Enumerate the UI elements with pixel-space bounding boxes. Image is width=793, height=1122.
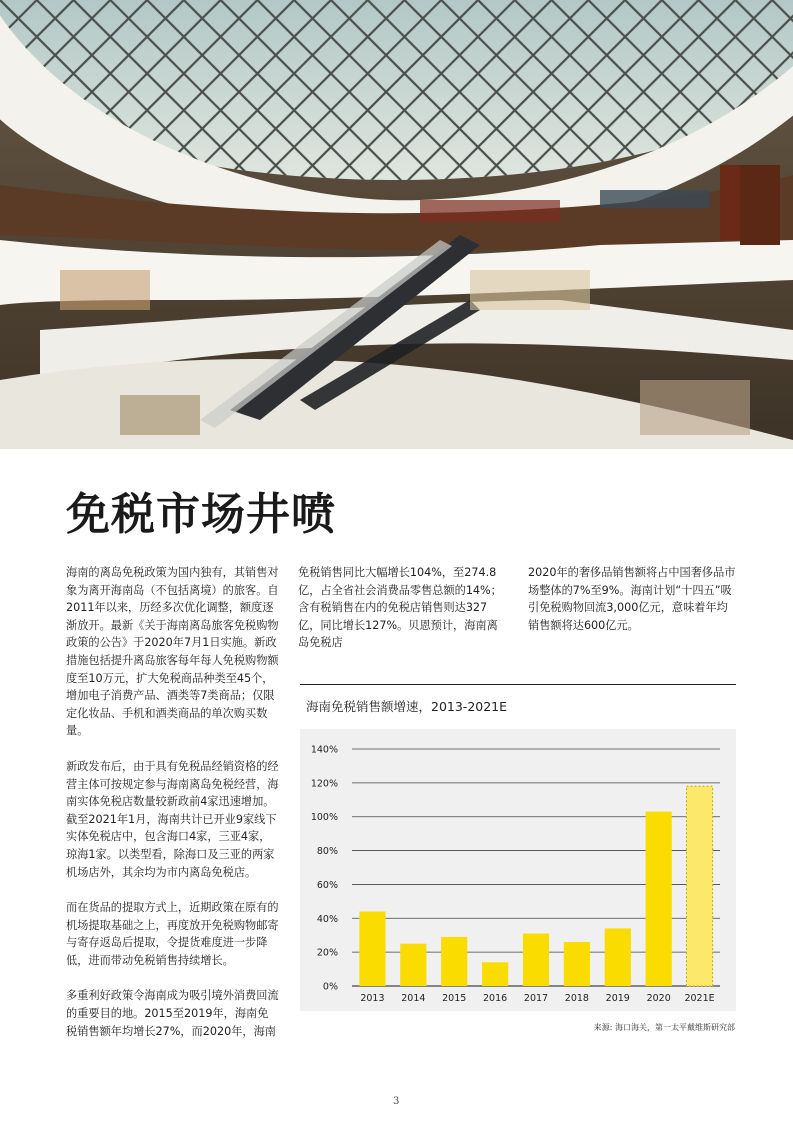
bar xyxy=(482,962,508,986)
y-tick-label: 0% xyxy=(322,981,338,993)
bar xyxy=(646,812,672,986)
y-tick-label: 120% xyxy=(310,778,338,790)
chart-svg xyxy=(300,729,736,1011)
bar xyxy=(523,934,549,986)
x-tick-label: 2018 xyxy=(564,993,589,1004)
chart-source: 来源: 海口海关，第一太平戴维斯研究部 xyxy=(593,1023,735,1032)
chart-title: 海南免税销售额增速，2013-2021E xyxy=(306,699,508,714)
body-column-2 xyxy=(298,564,504,670)
x-tick-label: 2017 xyxy=(523,993,549,1004)
bar xyxy=(441,937,467,986)
paragraph: 多重利好政策令海南成为吸引境外消费回流的重要目的地。2015至2019年，海南免税销售额年均增长27%，而2020年，海南 xyxy=(66,989,279,1038)
page-number: 3 xyxy=(393,1096,400,1107)
page-title: 免税市场井喷 xyxy=(66,489,336,540)
body-column-1 xyxy=(66,564,279,1058)
y-tick-label: 60% xyxy=(316,879,338,891)
paragraph: 而在货品的提取方式上，近期政策在原有的机场提取基础之上，再度放开免税购物邮寄与寄存返岛后提取，令提货难度进一步降低，进而带动免税销售持续增长。 xyxy=(66,901,279,967)
paragraph: 新政发布后，由于具有免税品经销资格的经营主体可按规定参与海南离岛免税经营，海南实体免税店数量较新政前4家迅速增加。截至2021年1月，海南共计已开业9家线下实体免税店中，包含海口4家，三亚4家，琼海1家。以类型看，除海口及三亚的两家机场店外，其余均为市内离岛免税店。 xyxy=(66,759,279,879)
x-tick-label: 2014 xyxy=(401,993,426,1004)
x-tick-label: 2021E xyxy=(684,993,715,1004)
x-tick-label: 2015 xyxy=(442,993,467,1004)
x-tick-label: 2013 xyxy=(360,993,385,1004)
y-tick-label: 20% xyxy=(316,947,338,959)
y-tick-label: 40% xyxy=(316,913,338,925)
bar xyxy=(605,928,631,986)
bar xyxy=(686,786,712,986)
bar xyxy=(400,944,426,986)
bar xyxy=(564,942,590,986)
chart-top-rule xyxy=(300,684,736,685)
hero-image xyxy=(0,0,793,449)
bar-chart xyxy=(300,729,736,1011)
y-tick-label: 140% xyxy=(310,744,338,756)
paragraph: 2020年的奢侈品销售额将占中国奢侈品市场整体的7%至9%。海南计划“十四五”吸引免税购物回流3,000亿元，意味着年均销售额将达600亿元。 xyxy=(528,566,736,632)
y-tick-label: 100% xyxy=(310,812,338,824)
y-tick-label: 80% xyxy=(316,846,338,858)
bar xyxy=(359,912,385,986)
x-tick-label: 2020 xyxy=(646,993,671,1004)
paragraph: 免税销售同比大幅增长104%，至274.8亿，占全省社会消费品零售总额的14%；含有税销售在内的免税店销售则达327亿，同比增长127%。贝恩预计，海南离岛免税店 xyxy=(298,566,502,650)
body-column-3 xyxy=(528,564,736,652)
x-tick-label: 2016 xyxy=(483,993,508,1004)
paragraph: 海南的离岛免税政策为国内独有，其销售对象为离开海南岛（不包括离境）的旅客。自2011年以来，历经多次优化调整，额度逐渐放开。最新《关于海南离岛旅客免税购物政策的公告》于2020年7月1日实施。新政措施包括提升离岛旅客每年每人免税购物额度至10万元，扩大免税商品种类至45个，增加电子消费产品、酒类等7类商品；仅限定化妆品、手机和酒类商品的单次购买数量。 xyxy=(66,566,279,738)
x-tick-label: 2019 xyxy=(605,993,630,1004)
